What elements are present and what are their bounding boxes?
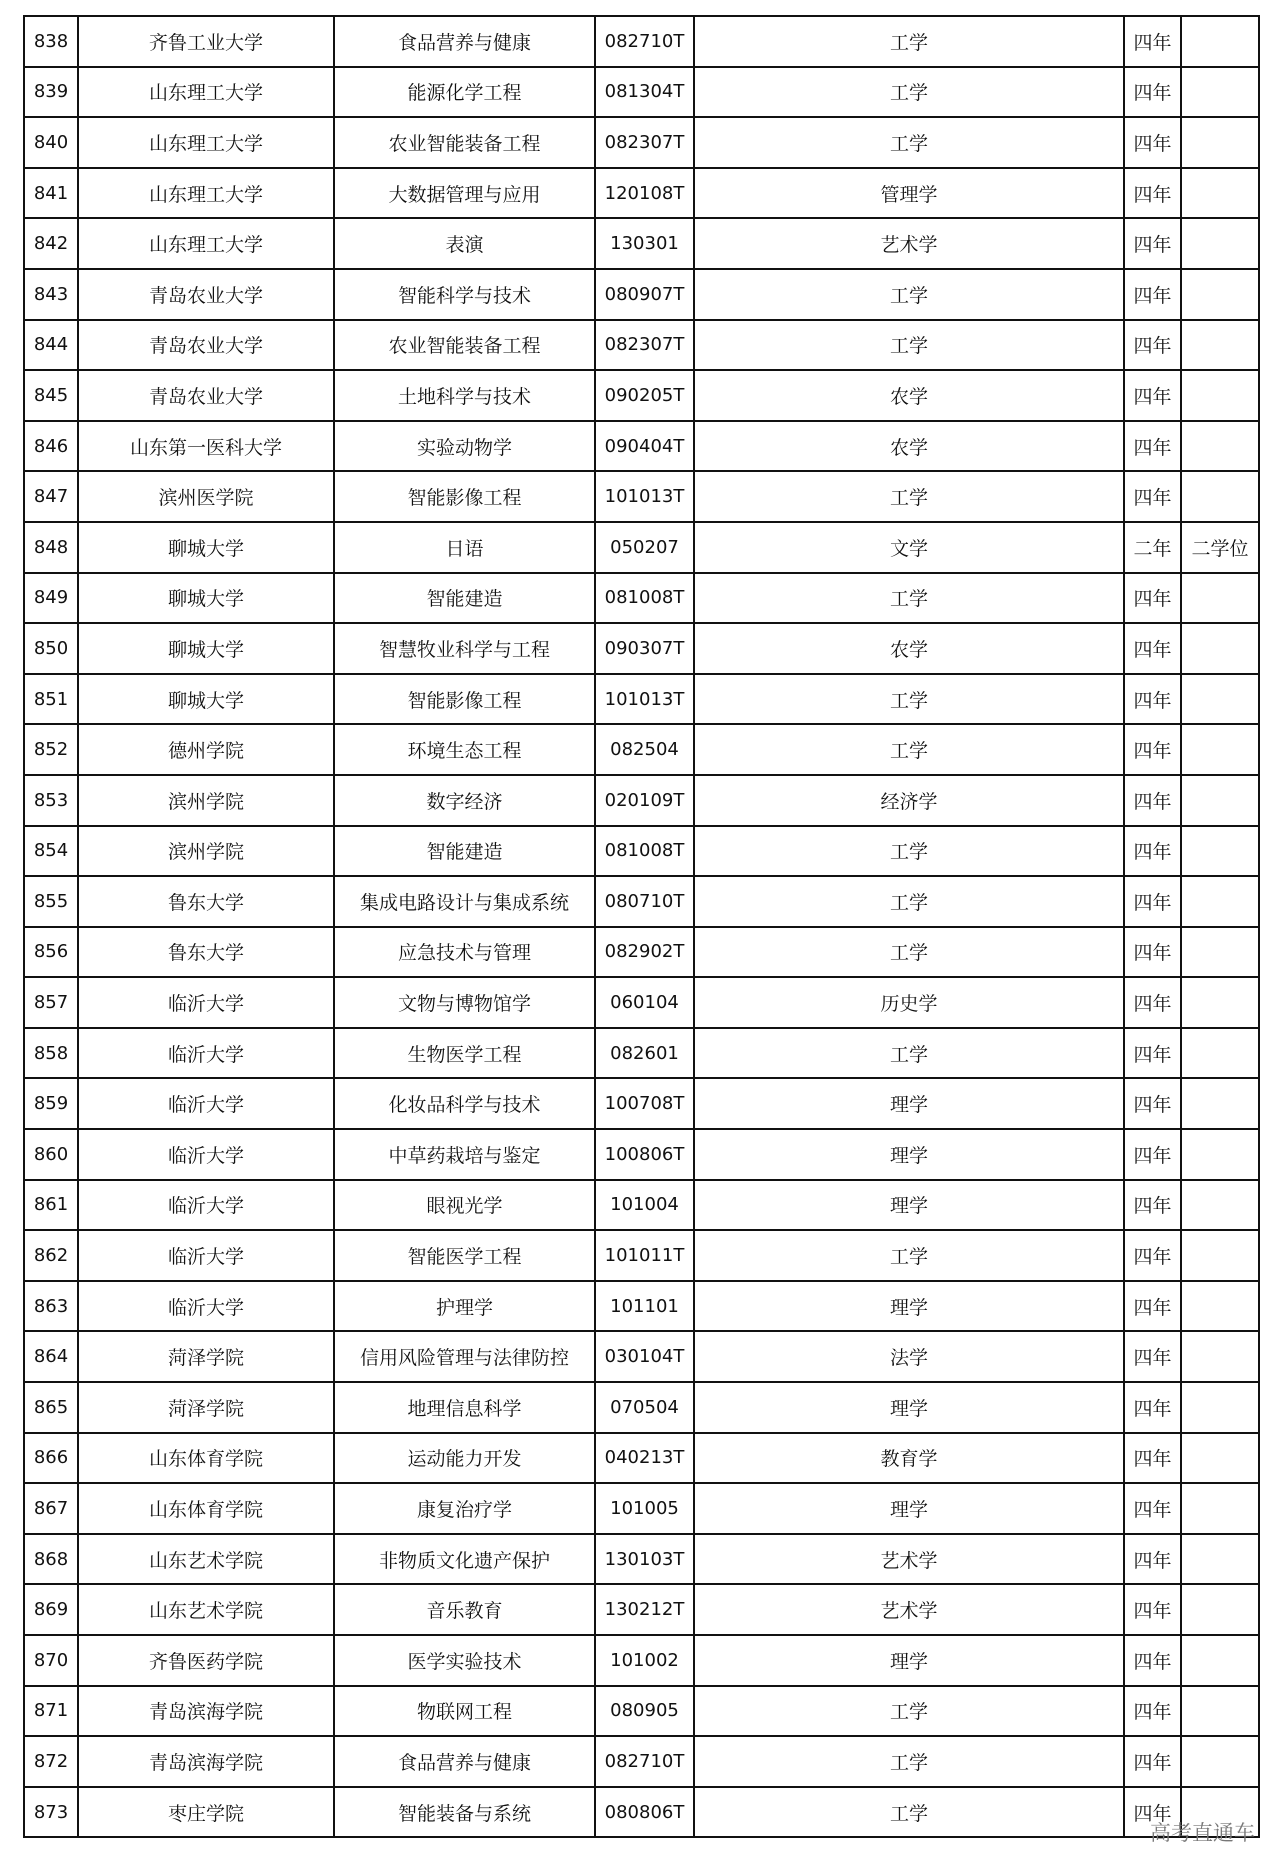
cell-row-number: 867 xyxy=(24,1483,78,1534)
cell-school: 青岛滨海学院 xyxy=(78,1736,334,1787)
cell-discipline: 工学 xyxy=(694,117,1124,168)
cell-duration: 四年 xyxy=(1124,1129,1181,1180)
cell-row-number: 838 xyxy=(24,16,78,67)
cell-duration: 四年 xyxy=(1124,370,1181,421)
cell-row-number: 844 xyxy=(24,320,78,371)
cell-school: 山东理工大学 xyxy=(78,168,334,219)
cell-school: 菏泽学院 xyxy=(78,1382,334,1433)
table-row xyxy=(24,320,1259,371)
cell-note xyxy=(1181,1281,1259,1332)
cell-school: 临沂大学 xyxy=(78,1078,334,1129)
cell-discipline: 经济学 xyxy=(694,775,1124,826)
cell-major-code: 082902T xyxy=(595,927,694,978)
cell-major: 中草药栽培与鉴定 xyxy=(334,1129,595,1180)
cell-note xyxy=(1181,218,1259,269)
cell-major: 数字经济 xyxy=(334,775,595,826)
table-row xyxy=(24,370,1259,421)
cell-note xyxy=(1181,775,1259,826)
cell-school: 菏泽学院 xyxy=(78,1331,334,1382)
cell-discipline: 文学 xyxy=(694,522,1124,573)
cell-major-code: 081304T xyxy=(595,67,694,118)
table-row xyxy=(24,674,1259,725)
cell-row-number: 848 xyxy=(24,522,78,573)
cell-discipline: 工学 xyxy=(694,1787,1124,1838)
cell-duration: 四年 xyxy=(1124,117,1181,168)
cell-row-number: 853 xyxy=(24,775,78,826)
cell-major: 日语 xyxy=(334,522,595,573)
cell-row-number: 863 xyxy=(24,1281,78,1332)
cell-note xyxy=(1181,269,1259,320)
cell-discipline: 农学 xyxy=(694,370,1124,421)
cell-school: 山东艺术学院 xyxy=(78,1534,334,1585)
cell-row-number: 854 xyxy=(24,826,78,877)
cell-duration: 四年 xyxy=(1124,421,1181,472)
cell-major: 智能科学与技术 xyxy=(334,269,595,320)
cell-discipline: 工学 xyxy=(694,1230,1124,1281)
cell-school: 滨州学院 xyxy=(78,826,334,877)
cell-discipline: 艺术学 xyxy=(694,218,1124,269)
cell-major: 智能建造 xyxy=(334,826,595,877)
cell-major: 智慧牧业科学与工程 xyxy=(334,623,595,674)
cell-major-code: 101101 xyxy=(595,1281,694,1332)
cell-major-code: 130103T xyxy=(595,1534,694,1585)
cell-row-number: 861 xyxy=(24,1180,78,1231)
cell-row-number: 852 xyxy=(24,724,78,775)
table-row xyxy=(24,1483,1259,1534)
table-row xyxy=(24,775,1259,826)
cell-major-code: 101004 xyxy=(595,1180,694,1231)
cell-duration: 四年 xyxy=(1124,1686,1181,1737)
cell-school: 青岛农业大学 xyxy=(78,269,334,320)
cell-duration: 四年 xyxy=(1124,269,1181,320)
cell-major-code: 101011T xyxy=(595,1230,694,1281)
table-row xyxy=(24,1331,1259,1382)
cell-major-code: 081008T xyxy=(595,826,694,877)
cell-note xyxy=(1181,1180,1259,1231)
cell-duration: 四年 xyxy=(1124,1534,1181,1585)
table-row xyxy=(24,1686,1259,1737)
cell-major: 信用风险管理与法律防控 xyxy=(334,1331,595,1382)
cell-note xyxy=(1181,320,1259,371)
cell-note xyxy=(1181,117,1259,168)
cell-discipline: 理学 xyxy=(694,1281,1124,1332)
cell-note xyxy=(1181,421,1259,472)
cell-row-number: 873 xyxy=(24,1787,78,1838)
cell-school: 青岛农业大学 xyxy=(78,320,334,371)
cell-major: 土地科学与技术 xyxy=(334,370,595,421)
watermark-text: 高考直通车 xyxy=(1150,1821,1255,1845)
majors-table xyxy=(23,15,1260,1838)
cell-major: 医学实验技术 xyxy=(334,1635,595,1686)
cell-duration: 四年 xyxy=(1124,1584,1181,1635)
cell-major-code: 101005 xyxy=(595,1483,694,1534)
cell-discipline: 理学 xyxy=(694,1382,1124,1433)
cell-major: 应急技术与管理 xyxy=(334,927,595,978)
cell-discipline: 工学 xyxy=(694,573,1124,624)
cell-major: 环境生态工程 xyxy=(334,724,595,775)
table-row xyxy=(24,876,1259,927)
cell-major: 农业智能装备工程 xyxy=(334,320,595,371)
cell-major-code: 090307T xyxy=(595,623,694,674)
cell-note xyxy=(1181,1534,1259,1585)
cell-note xyxy=(1181,1635,1259,1686)
cell-major-code: 100806T xyxy=(595,1129,694,1180)
cell-school: 德州学院 xyxy=(78,724,334,775)
cell-note xyxy=(1181,1686,1259,1737)
cell-duration: 四年 xyxy=(1124,168,1181,219)
cell-discipline: 工学 xyxy=(694,674,1124,725)
cell-major-code: 080907T xyxy=(595,269,694,320)
cell-note xyxy=(1181,1433,1259,1484)
cell-major: 智能建造 xyxy=(334,573,595,624)
cell-school: 青岛农业大学 xyxy=(78,370,334,421)
table-row xyxy=(24,1129,1259,1180)
cell-major-code: 081008T xyxy=(595,573,694,624)
cell-note xyxy=(1181,168,1259,219)
cell-duration: 四年 xyxy=(1124,1736,1181,1787)
cell-major: 康复治疗学 xyxy=(334,1483,595,1534)
cell-note xyxy=(1181,16,1259,67)
table-row xyxy=(24,977,1259,1028)
cell-note xyxy=(1181,370,1259,421)
cell-major-code: 101002 xyxy=(595,1635,694,1686)
cell-duration: 四年 xyxy=(1124,623,1181,674)
cell-duration: 四年 xyxy=(1124,1382,1181,1433)
cell-school: 临沂大学 xyxy=(78,1180,334,1231)
cell-discipline: 农学 xyxy=(694,623,1124,674)
cell-major: 音乐教育 xyxy=(334,1584,595,1635)
cell-discipline: 工学 xyxy=(694,1686,1124,1737)
cell-major: 非物质文化遗产保护 xyxy=(334,1534,595,1585)
cell-duration: 四年 xyxy=(1124,977,1181,1028)
cell-note xyxy=(1181,674,1259,725)
table-row xyxy=(24,1584,1259,1635)
cell-major: 智能医学工程 xyxy=(334,1230,595,1281)
cell-school: 临沂大学 xyxy=(78,1281,334,1332)
cell-school: 临沂大学 xyxy=(78,1129,334,1180)
cell-school: 临沂大学 xyxy=(78,977,334,1028)
cell-row-number: 856 xyxy=(24,927,78,978)
cell-school: 山东理工大学 xyxy=(78,67,334,118)
table-row xyxy=(24,1433,1259,1484)
cell-major-code: 080710T xyxy=(595,876,694,927)
cell-duration: 四年 xyxy=(1124,16,1181,67)
cell-major: 表演 xyxy=(334,218,595,269)
cell-school: 齐鲁工业大学 xyxy=(78,16,334,67)
cell-row-number: 862 xyxy=(24,1230,78,1281)
cell-major-code: 090404T xyxy=(595,421,694,472)
table-row xyxy=(24,117,1259,168)
cell-note xyxy=(1181,1483,1259,1534)
cell-note xyxy=(1181,623,1259,674)
cell-discipline: 理学 xyxy=(694,1635,1124,1686)
cell-discipline: 工学 xyxy=(694,471,1124,522)
cell-major-code: 030104T xyxy=(595,1331,694,1382)
cell-major: 化妆品科学与技术 xyxy=(334,1078,595,1129)
cell-major-code: 080905 xyxy=(595,1686,694,1737)
table-row xyxy=(24,269,1259,320)
cell-discipline: 工学 xyxy=(694,927,1124,978)
cell-discipline: 法学 xyxy=(694,1331,1124,1382)
cell-discipline: 艺术学 xyxy=(694,1534,1124,1585)
cell-duration: 四年 xyxy=(1124,1028,1181,1079)
cell-major: 实验动物学 xyxy=(334,421,595,472)
cell-major-code: 070504 xyxy=(595,1382,694,1433)
cell-major-code: 101013T xyxy=(595,471,694,522)
table-row xyxy=(24,1382,1259,1433)
table-row xyxy=(24,218,1259,269)
cell-major-code: 120108T xyxy=(595,168,694,219)
cell-major-code: 050207 xyxy=(595,522,694,573)
table-row xyxy=(24,67,1259,118)
table-row xyxy=(24,623,1259,674)
table-row xyxy=(24,927,1259,978)
cell-row-number: 869 xyxy=(24,1584,78,1635)
cell-discipline: 历史学 xyxy=(694,977,1124,1028)
cell-row-number: 859 xyxy=(24,1078,78,1129)
cell-duration: 四年 xyxy=(1124,775,1181,826)
cell-school: 山东艺术学院 xyxy=(78,1584,334,1635)
cell-school: 山东体育学院 xyxy=(78,1433,334,1484)
cell-row-number: 843 xyxy=(24,269,78,320)
cell-row-number: 871 xyxy=(24,1686,78,1737)
cell-school: 枣庄学院 xyxy=(78,1787,334,1838)
cell-duration: 四年 xyxy=(1124,1433,1181,1484)
cell-row-number: 841 xyxy=(24,168,78,219)
cell-duration: 四年 xyxy=(1124,218,1181,269)
cell-major: 智能影像工程 xyxy=(334,674,595,725)
cell-discipline: 工学 xyxy=(694,724,1124,775)
cell-discipline: 工学 xyxy=(694,1736,1124,1787)
cell-note xyxy=(1181,1078,1259,1129)
cell-major-code: 040213T xyxy=(595,1433,694,1484)
cell-discipline: 教育学 xyxy=(694,1433,1124,1484)
cell-school: 滨州医学院 xyxy=(78,471,334,522)
cell-major: 文物与博物馆学 xyxy=(334,977,595,1028)
table-row xyxy=(24,1736,1259,1787)
cell-school: 聊城大学 xyxy=(78,573,334,624)
cell-row-number: 850 xyxy=(24,623,78,674)
cell-discipline: 理学 xyxy=(694,1129,1124,1180)
cell-note xyxy=(1181,927,1259,978)
majors-table-body xyxy=(24,16,1259,1837)
cell-major-code: 080806T xyxy=(595,1787,694,1838)
cell-discipline: 工学 xyxy=(694,269,1124,320)
table-row xyxy=(24,471,1259,522)
cell-note: 二学位 xyxy=(1181,522,1259,573)
table-row xyxy=(24,1180,1259,1231)
cell-row-number: 839 xyxy=(24,67,78,118)
cell-note xyxy=(1181,1129,1259,1180)
cell-discipline: 艺术学 xyxy=(694,1584,1124,1635)
table-row xyxy=(24,1534,1259,1585)
cell-school: 齐鲁医药学院 xyxy=(78,1635,334,1686)
cell-discipline: 农学 xyxy=(694,421,1124,472)
cell-major: 食品营养与健康 xyxy=(334,16,595,67)
cell-row-number: 872 xyxy=(24,1736,78,1787)
cell-row-number: 849 xyxy=(24,573,78,624)
table-row xyxy=(24,522,1259,573)
cell-major: 生物医学工程 xyxy=(334,1028,595,1079)
cell-duration: 四年 xyxy=(1124,674,1181,725)
table-row xyxy=(24,1635,1259,1686)
cell-major: 食品营养与健康 xyxy=(334,1736,595,1787)
cell-school: 山东体育学院 xyxy=(78,1483,334,1534)
table-row xyxy=(24,1281,1259,1332)
cell-duration: 四年 xyxy=(1124,320,1181,371)
cell-row-number: 857 xyxy=(24,977,78,1028)
cell-row-number: 858 xyxy=(24,1028,78,1079)
cell-major-code: 082710T xyxy=(595,16,694,67)
cell-major-code: 082307T xyxy=(595,320,694,371)
cell-duration: 四年 xyxy=(1124,927,1181,978)
cell-discipline: 工学 xyxy=(694,16,1124,67)
cell-duration: 四年 xyxy=(1124,1281,1181,1332)
cell-discipline: 工学 xyxy=(694,67,1124,118)
cell-row-number: 851 xyxy=(24,674,78,725)
cell-note xyxy=(1181,573,1259,624)
cell-note xyxy=(1181,67,1259,118)
cell-major: 物联网工程 xyxy=(334,1686,595,1737)
majors-table-container xyxy=(23,15,1258,1838)
cell-duration: 四年 xyxy=(1124,724,1181,775)
cell-major-code: 060104 xyxy=(595,977,694,1028)
cell-major-code: 082504 xyxy=(595,724,694,775)
cell-duration: 四年 xyxy=(1124,1331,1181,1382)
table-row xyxy=(24,1787,1259,1838)
cell-major: 大数据管理与应用 xyxy=(334,168,595,219)
table-row xyxy=(24,1028,1259,1079)
cell-major-code: 020109T xyxy=(595,775,694,826)
cell-note xyxy=(1181,1230,1259,1281)
table-row xyxy=(24,1078,1259,1129)
cell-discipline: 理学 xyxy=(694,1180,1124,1231)
cell-note xyxy=(1181,1736,1259,1787)
cell-duration: 二年 xyxy=(1124,522,1181,573)
cell-note xyxy=(1181,876,1259,927)
cell-major-code: 082710T xyxy=(595,1736,694,1787)
cell-major: 眼视光学 xyxy=(334,1180,595,1231)
cell-discipline: 工学 xyxy=(694,320,1124,371)
cell-major: 护理学 xyxy=(334,1281,595,1332)
cell-school: 聊城大学 xyxy=(78,623,334,674)
cell-row-number: 870 xyxy=(24,1635,78,1686)
cell-major: 集成电路设计与集成系统 xyxy=(334,876,595,927)
cell-note xyxy=(1181,724,1259,775)
cell-major: 农业智能装备工程 xyxy=(334,117,595,168)
cell-school: 聊城大学 xyxy=(78,522,334,573)
cell-duration: 四年 xyxy=(1124,1635,1181,1686)
cell-note xyxy=(1181,1331,1259,1382)
cell-discipline: 工学 xyxy=(694,826,1124,877)
cell-school: 鲁东大学 xyxy=(78,927,334,978)
cell-duration: 四年 xyxy=(1124,1078,1181,1129)
cell-discipline: 工学 xyxy=(694,1028,1124,1079)
cell-note xyxy=(1181,471,1259,522)
table-row xyxy=(24,573,1259,624)
cell-school: 聊城大学 xyxy=(78,674,334,725)
cell-major: 智能影像工程 xyxy=(334,471,595,522)
cell-note xyxy=(1181,1028,1259,1079)
table-row xyxy=(24,724,1259,775)
cell-row-number: 866 xyxy=(24,1433,78,1484)
cell-school: 滨州学院 xyxy=(78,775,334,826)
cell-note xyxy=(1181,826,1259,877)
cell-duration: 四年 xyxy=(1124,826,1181,877)
cell-school: 鲁东大学 xyxy=(78,876,334,927)
cell-school: 山东理工大学 xyxy=(78,117,334,168)
cell-major-code: 082601 xyxy=(595,1028,694,1079)
cell-school: 山东第一医科大学 xyxy=(78,421,334,472)
cell-row-number: 868 xyxy=(24,1534,78,1585)
cell-major: 智能装备与系统 xyxy=(334,1787,595,1838)
cell-discipline: 管理学 xyxy=(694,168,1124,219)
cell-major: 能源化学工程 xyxy=(334,67,595,118)
cell-major-code: 130212T xyxy=(595,1584,694,1635)
table-row xyxy=(24,168,1259,219)
cell-major-code: 090205T xyxy=(595,370,694,421)
cell-major: 地理信息科学 xyxy=(334,1382,595,1433)
cell-row-number: 865 xyxy=(24,1382,78,1433)
cell-duration: 四年 xyxy=(1124,1787,1181,1838)
cell-row-number: 847 xyxy=(24,471,78,522)
cell-school: 临沂大学 xyxy=(78,1230,334,1281)
table-row xyxy=(24,1230,1259,1281)
cell-major-code: 101013T xyxy=(595,674,694,725)
cell-duration: 四年 xyxy=(1124,1230,1181,1281)
cell-duration: 四年 xyxy=(1124,1180,1181,1231)
cell-major-code: 082307T xyxy=(595,117,694,168)
cell-row-number: 864 xyxy=(24,1331,78,1382)
cell-duration: 四年 xyxy=(1124,876,1181,927)
cell-major: 运动能力开发 xyxy=(334,1433,595,1484)
cell-row-number: 855 xyxy=(24,876,78,927)
cell-note xyxy=(1181,977,1259,1028)
cell-discipline: 理学 xyxy=(694,1078,1124,1129)
cell-duration: 四年 xyxy=(1124,573,1181,624)
cell-discipline: 理学 xyxy=(694,1483,1124,1534)
table-row xyxy=(24,826,1259,877)
cell-duration: 四年 xyxy=(1124,1483,1181,1534)
cell-school: 青岛滨海学院 xyxy=(78,1686,334,1737)
table-row xyxy=(24,421,1259,472)
cell-row-number: 860 xyxy=(24,1129,78,1180)
cell-discipline: 工学 xyxy=(694,876,1124,927)
cell-school: 临沂大学 xyxy=(78,1028,334,1079)
cell-school: 山东理工大学 xyxy=(78,218,334,269)
cell-row-number: 840 xyxy=(24,117,78,168)
cell-duration: 四年 xyxy=(1124,471,1181,522)
cell-row-number: 846 xyxy=(24,421,78,472)
cell-row-number: 842 xyxy=(24,218,78,269)
cell-duration: 四年 xyxy=(1124,67,1181,118)
cell-note xyxy=(1181,1382,1259,1433)
cell-major-code: 130301 xyxy=(595,218,694,269)
cell-row-number: 845 xyxy=(24,370,78,421)
table-row xyxy=(24,16,1259,67)
cell-major-code: 100708T xyxy=(595,1078,694,1129)
cell-note xyxy=(1181,1584,1259,1635)
